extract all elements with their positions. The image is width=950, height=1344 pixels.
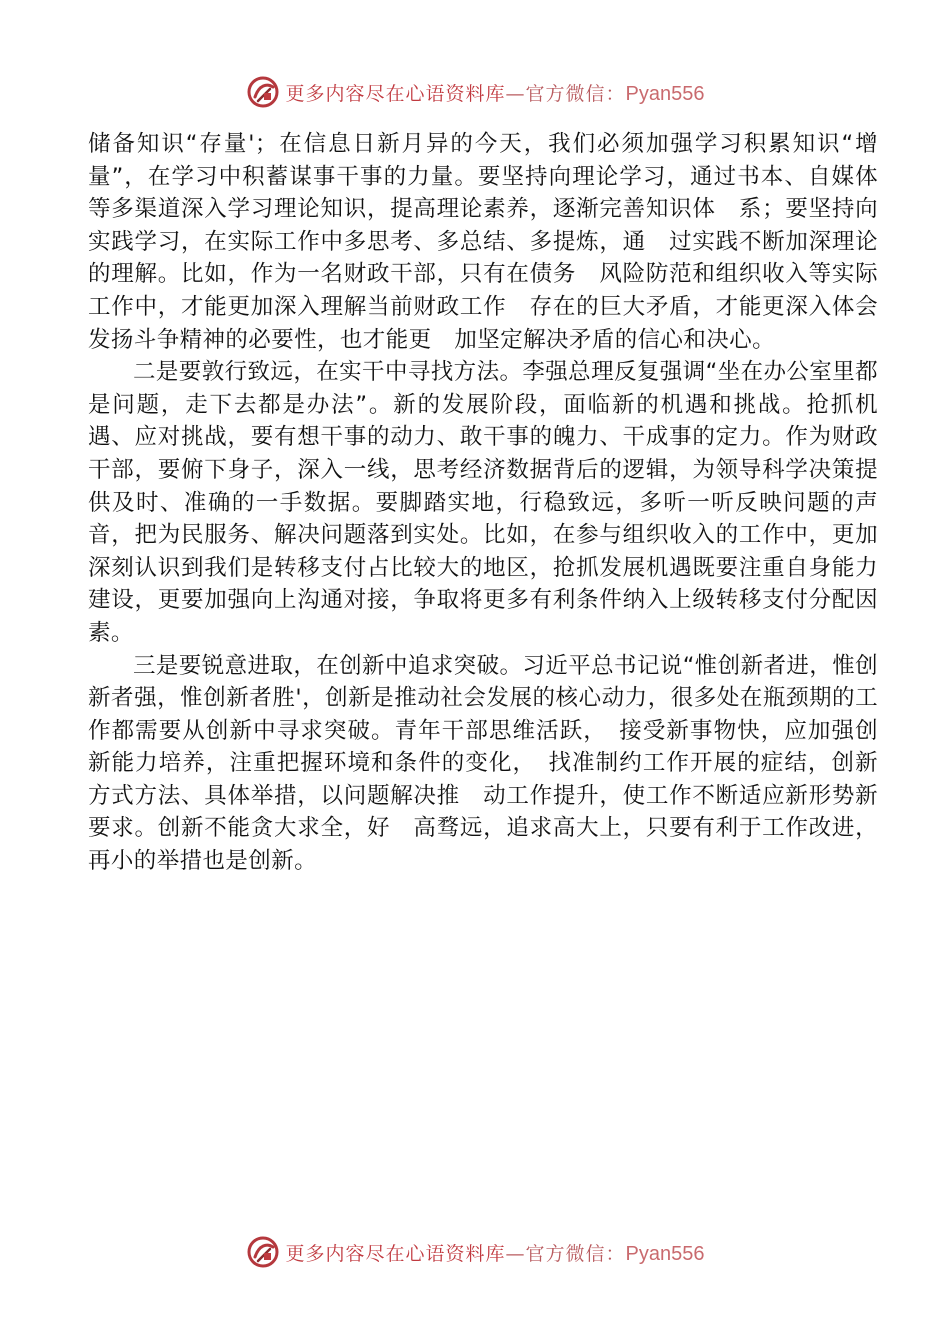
document-body [88,128,878,878]
paragraph-3: 三是要锐意进取，在创新中追求突破。习近平总书记说“惟创新者进，惟创新者强，惟创新者胜'，创新是推动社会发展的核心动力，很多处在瓶颈期的工作都需要从创新中寻求突破。青年干部思维活跃， 接受新事物快，应加强创新能力培养，注重把握环境和条件的变化， 找准制约工作开展的症结，创新方式方法、具体举措，以问题解决推 动工作提升，使工作不断适应新形势新要求。创新不能贪大求全，好 高骛远，追求高大上，只要有利于工作改进，再小的举措也是创新。 [88,652,878,875]
paragraph-2: 二是要敦行致远，在实干中寻找方法。李强总理反复强调“坐在办公室里都是问题，走下去都是办法”。新的发展阶段，面临新的机遇和挑战。抢抓机遇、应对挑战，要有想干事的动力、敢干事的魄力、干成事的定力。作为财政干部，要俯下身子，深入一线，思考经济数据背后的逻辑，为领导科学决策提供及时、准确的一手数据。要脚踏实地，行稳致远，多听一听反映问题的声音，把为民服务、解决问题落到实处。比如，在参与组织收入的工作中，更加深刻认识到我们是转移支付占比较大的地区，抢抓发展机遇既要注重自身能力建设，更要加强向上沟通对接，争取将更多有利条件纳入上级转移支付分配因素。 [88,359,878,646]
header-watermark [0,72,950,112]
watermark-text [286,79,705,106]
watermark-label: 官方微信： [525,1242,626,1265]
scroll-seal-icon [246,75,280,109]
watermark-text [286,1239,705,1266]
watermark-wechat-id: Pyan556 [625,1242,705,1265]
paragraph-1: 储备知识“存量'；在信息日新月异的今天，我们必须加强学习积累知识“增量”，在学习中积蓄谋事干事的力量。要坚持向理论学习，通过书本、自媒体等多渠道深入学习理论知识，提高理论素养，逐渐完善知识体 系；要坚持向实践学习，在实际工作中多思考、多总结、多提炼，通 过实践不断加深理论的理解。比如，作为一名财政干部，只有在债务 风险防范和组织收入等实际工作中，才能更加深入理解当前财政工作 存在的巨大矛盾，才能更深入体会发扬斗争精神的必要性，也才能更 加坚定解决矛盾的信心和决心。 [88,131,878,353]
scroll-seal-icon [246,1235,280,1269]
watermark-wechat-id: Pyan556 [625,82,705,105]
watermark-prefix: 更多内容尽在心语资料库 [285,82,506,105]
footer-watermark [0,1232,950,1272]
watermark-separator: — [505,1242,526,1265]
watermark-separator: — [505,82,526,105]
watermark-prefix: 更多内容尽在心语资料库 [285,1242,506,1265]
watermark-label: 官方微信： [525,82,626,105]
